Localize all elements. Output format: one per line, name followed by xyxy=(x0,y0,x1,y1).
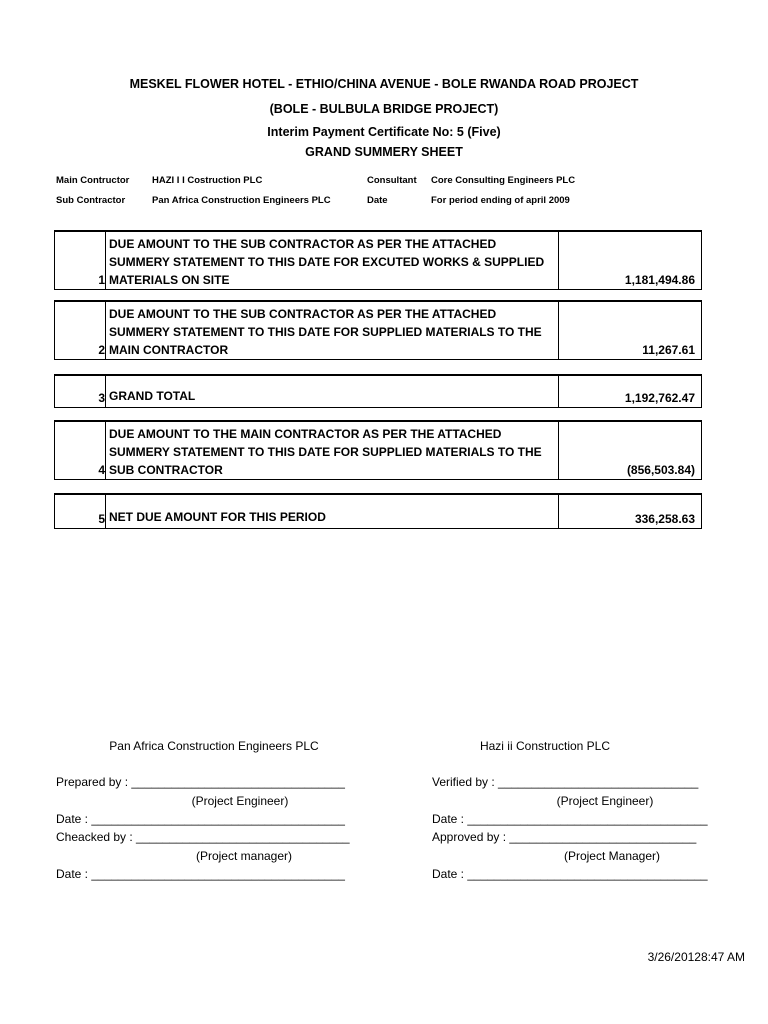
row-description: NET DUE AMOUNT FOR THIS PERIOD xyxy=(109,510,326,524)
row-number: 2 xyxy=(98,343,105,357)
right-date-line-2: Date : ____________________________________ xyxy=(432,867,708,881)
row-number: 5 xyxy=(98,512,105,526)
row-description: DUE AMOUNT TO THE SUB CONTRACTOR AS PER THE ATTACHED SUMMERY STATEMENT TO THIS DATE FOR SUPPLIED MATERIALS TO THE MAIN CONTRACTOR xyxy=(105,302,559,359)
summary-row-3 xyxy=(54,374,702,408)
row-description: DUE AMOUNT TO THE SUB CONTRACTOR AS PER THE ATTACHED SUMMERY STATEMENT TO THIS DATE FOR EXCUTED WORKS & SUPPLIED MATERIALS ON SITE xyxy=(105,232,559,289)
consultant-value: Core Consulting Engineers PLC xyxy=(431,175,576,186)
date-label: Date xyxy=(367,195,388,206)
checked-by-role: (Project manager) xyxy=(195,849,293,863)
document-title: MESKEL FLOWER HOTEL - ETHIO/CHINA AVENUE - BOLE RWANDA ROAD PROJECT xyxy=(129,77,639,91)
left-date-line-2: Date : ______________________________________ xyxy=(56,867,345,881)
print-timestamp: 3/26/20128:47 AM xyxy=(647,950,745,964)
row-description-cell xyxy=(105,495,559,528)
row-amount: 1,192,762.47 xyxy=(624,391,695,405)
main-contractor-value: HAZI I I Costruction PLC xyxy=(152,175,263,186)
row-description: GRAND TOTAL xyxy=(109,389,196,403)
row-amount: 336,258.63 xyxy=(634,512,695,526)
summary-row-4 xyxy=(54,420,702,480)
approved-by-role: (Project Manager) xyxy=(563,849,661,863)
row-amount: (856,503.84) xyxy=(626,463,695,477)
left-company-name: Pan Africa Construction Engineers PLC xyxy=(109,739,319,753)
row-amount: 1,181,494.86 xyxy=(624,273,695,287)
row-number: 1 xyxy=(98,273,105,287)
sheet-title: GRAND SUMMERY SHEET xyxy=(305,145,463,159)
project-subtitle: (BOLE - BULBULA BRIDGE PROJECT) xyxy=(269,102,499,116)
row-description: DUE AMOUNT TO THE MAIN CONTRACTOR AS PER THE ATTACHED SUMMERY STATEMENT TO THIS DATE FOR SUPPLIED MATERIALS TO THE SUB CONTRACTOR xyxy=(105,422,559,479)
consultant-label: Consultant xyxy=(367,175,417,186)
main-contractor-label: Main Contructor xyxy=(56,175,130,186)
summary-row-5 xyxy=(54,493,702,529)
right-company-name: Hazi ii Construction PLC xyxy=(479,739,611,753)
prepared-by-role: (Project Engineer) xyxy=(191,794,289,808)
summary-row-2 xyxy=(54,300,702,360)
verified-by-role: (Project Engineer) xyxy=(556,794,654,808)
verified-by-line: Verified by : ______________________________ xyxy=(432,775,699,789)
row-number: 3 xyxy=(98,391,105,405)
row-description-cell xyxy=(105,376,559,407)
date-value: For period ending of april 2009 xyxy=(431,195,570,206)
sub-contractor-value: Pan Africa Construction Engineers PLC xyxy=(152,195,331,206)
approved-by-line: Approved by : ____________________________ xyxy=(432,830,697,844)
prepared-by-line: Prepared by : ________________________________ xyxy=(56,775,345,789)
checked-by-line: Cheacked by : ________________________________ xyxy=(56,830,350,844)
right-date-line-1: Date : ____________________________________ xyxy=(432,812,708,826)
left-date-line-1: Date : ______________________________________ xyxy=(56,812,345,826)
row-amount: 11,267.61 xyxy=(642,343,695,357)
certificate-number: Interim Payment Certificate No: 5 (Five) xyxy=(267,125,501,139)
row-number: 4 xyxy=(98,463,105,477)
sub-contractor-label: Sub Contractor xyxy=(56,195,126,206)
summary-row-1 xyxy=(54,230,702,290)
